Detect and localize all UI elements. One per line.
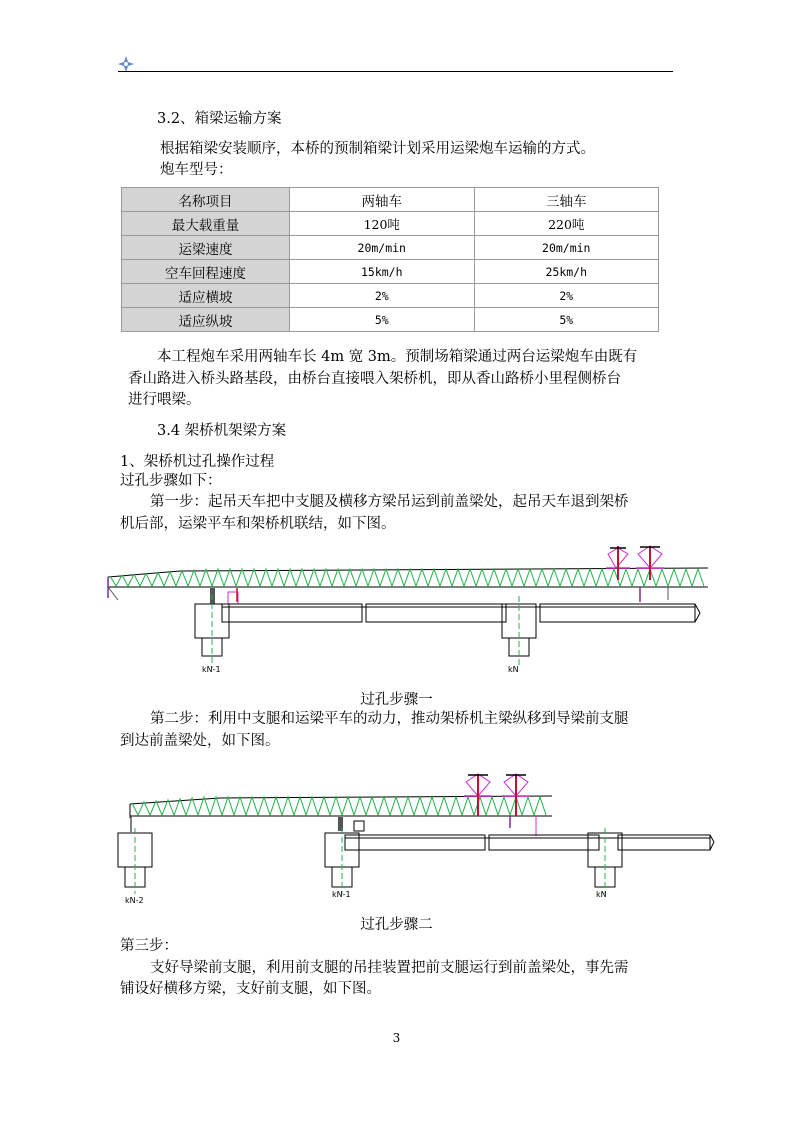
table-header-row [122, 188, 659, 212]
pier-kn-1 [195, 594, 229, 668]
table-row-label: 空车回程速度 [122, 260, 290, 284]
header-rule [118, 71, 673, 72]
figure2-caption: 过孔步骤二 [360, 917, 433, 933]
figure1-caption: 过孔步骤一 [360, 692, 433, 708]
transport-paragraph-line1: 本工程炮车采用两轴车长 4m 宽 3m。预制场箱梁通过两台运梁炮车由既有 [157, 349, 638, 365]
lifting-crane-left [606, 546, 630, 580]
step2-bridge-diagram [100, 766, 720, 911]
step2-text-line2: 到达前盖梁处，如下图。 [120, 733, 280, 749]
step2-text-line1: 第二步：利用中支腿和运梁平车的动力，推动架桥机主梁纵移到导梁前支腿 [150, 711, 629, 727]
page-number: 3 [392, 1031, 401, 1045]
section-32-paragraph-line2: 炮车型号： [160, 162, 233, 178]
table-row-label: 适应横坡 [122, 284, 290, 308]
step1-bridge-diagram [100, 540, 720, 680]
pier-label-kn-1: kN-1 [332, 890, 351, 899]
table-cell: 5% [474, 308, 659, 332]
header-logo-icon [118, 56, 134, 72]
table-row [122, 260, 659, 284]
table-cell: 15km/h [290, 260, 475, 284]
section-32-heading: 3.2、箱梁运输方案 [157, 111, 282, 127]
step1-text-line1: 第一步：起吊天车把中支腿及横移方梁吊运到前盖梁处，起吊天车退到架桥 [150, 494, 629, 510]
section-32-paragraph-line1: 根据箱梁安装顺序，本桥的预制箱梁计划采用运梁炮车运输的方式。 [160, 141, 595, 157]
table-cell: 2% [474, 284, 659, 308]
vehicle-spec-table [121, 187, 659, 332]
lifting-crane-right [502, 774, 530, 816]
table-row-label: 适应纵坡 [122, 308, 290, 332]
step3-text-line2: 铺设好横移方梁，支好前支腿，如下图。 [120, 981, 381, 997]
table-row [122, 212, 659, 236]
table-row [122, 284, 659, 308]
pier-label-kn: kN [508, 665, 519, 674]
step3-text-line1: 支好导梁前支腿，利用前支腿的吊挂装置把前支腿运行到前盖梁处，事先需 [150, 960, 629, 976]
transport-trolley [354, 821, 364, 831]
transport-paragraph-line3: 进行喂梁。 [128, 392, 201, 408]
table-row [122, 236, 659, 260]
table-cell: 20m/min [290, 236, 475, 260]
pier-label-kn-2: kN-2 [125, 896, 144, 905]
subsection-1-heading: 1、架桥机过孔操作过程 [120, 454, 275, 470]
pier-kn-2 [118, 828, 152, 894]
box-girder-deck [222, 604, 700, 622]
step3-heading: 第三步： [120, 938, 178, 954]
launching-girder-truss [130, 796, 552, 818]
table-cell: 25km/h [474, 260, 659, 284]
steps-intro: 过孔步骤如下： [120, 473, 222, 489]
table-row-label: 运梁速度 [122, 236, 290, 260]
step1-text-line2: 机后部，运梁平车和架桥机联结，如下图。 [120, 516, 396, 532]
table-header-cell: 名称项目 [122, 188, 290, 212]
table-header-cell: 三轴车 [474, 188, 659, 212]
table-cell: 120吨 [290, 212, 475, 236]
table-cell: 2% [290, 284, 475, 308]
pier-label-kn-1: kN-1 [202, 665, 221, 674]
transport-paragraph-line2: 香山路进入桥头路基段，由桥台直接喂入架桥机，即从香山路桥小里程侧桥台 [128, 371, 621, 387]
table-cell: 20m/min [474, 236, 659, 260]
box-girder-deck [345, 835, 714, 850]
table-row-label: 最大载重量 [122, 212, 290, 236]
table-cell: 220吨 [474, 212, 659, 236]
pier-label-kn: kN [596, 890, 607, 899]
section-34-heading: 3.4 架桥机架梁方案 [157, 423, 287, 439]
table-header-cell: 两轴车 [290, 188, 475, 212]
table-row [122, 308, 659, 332]
table-cell: 5% [290, 308, 475, 332]
